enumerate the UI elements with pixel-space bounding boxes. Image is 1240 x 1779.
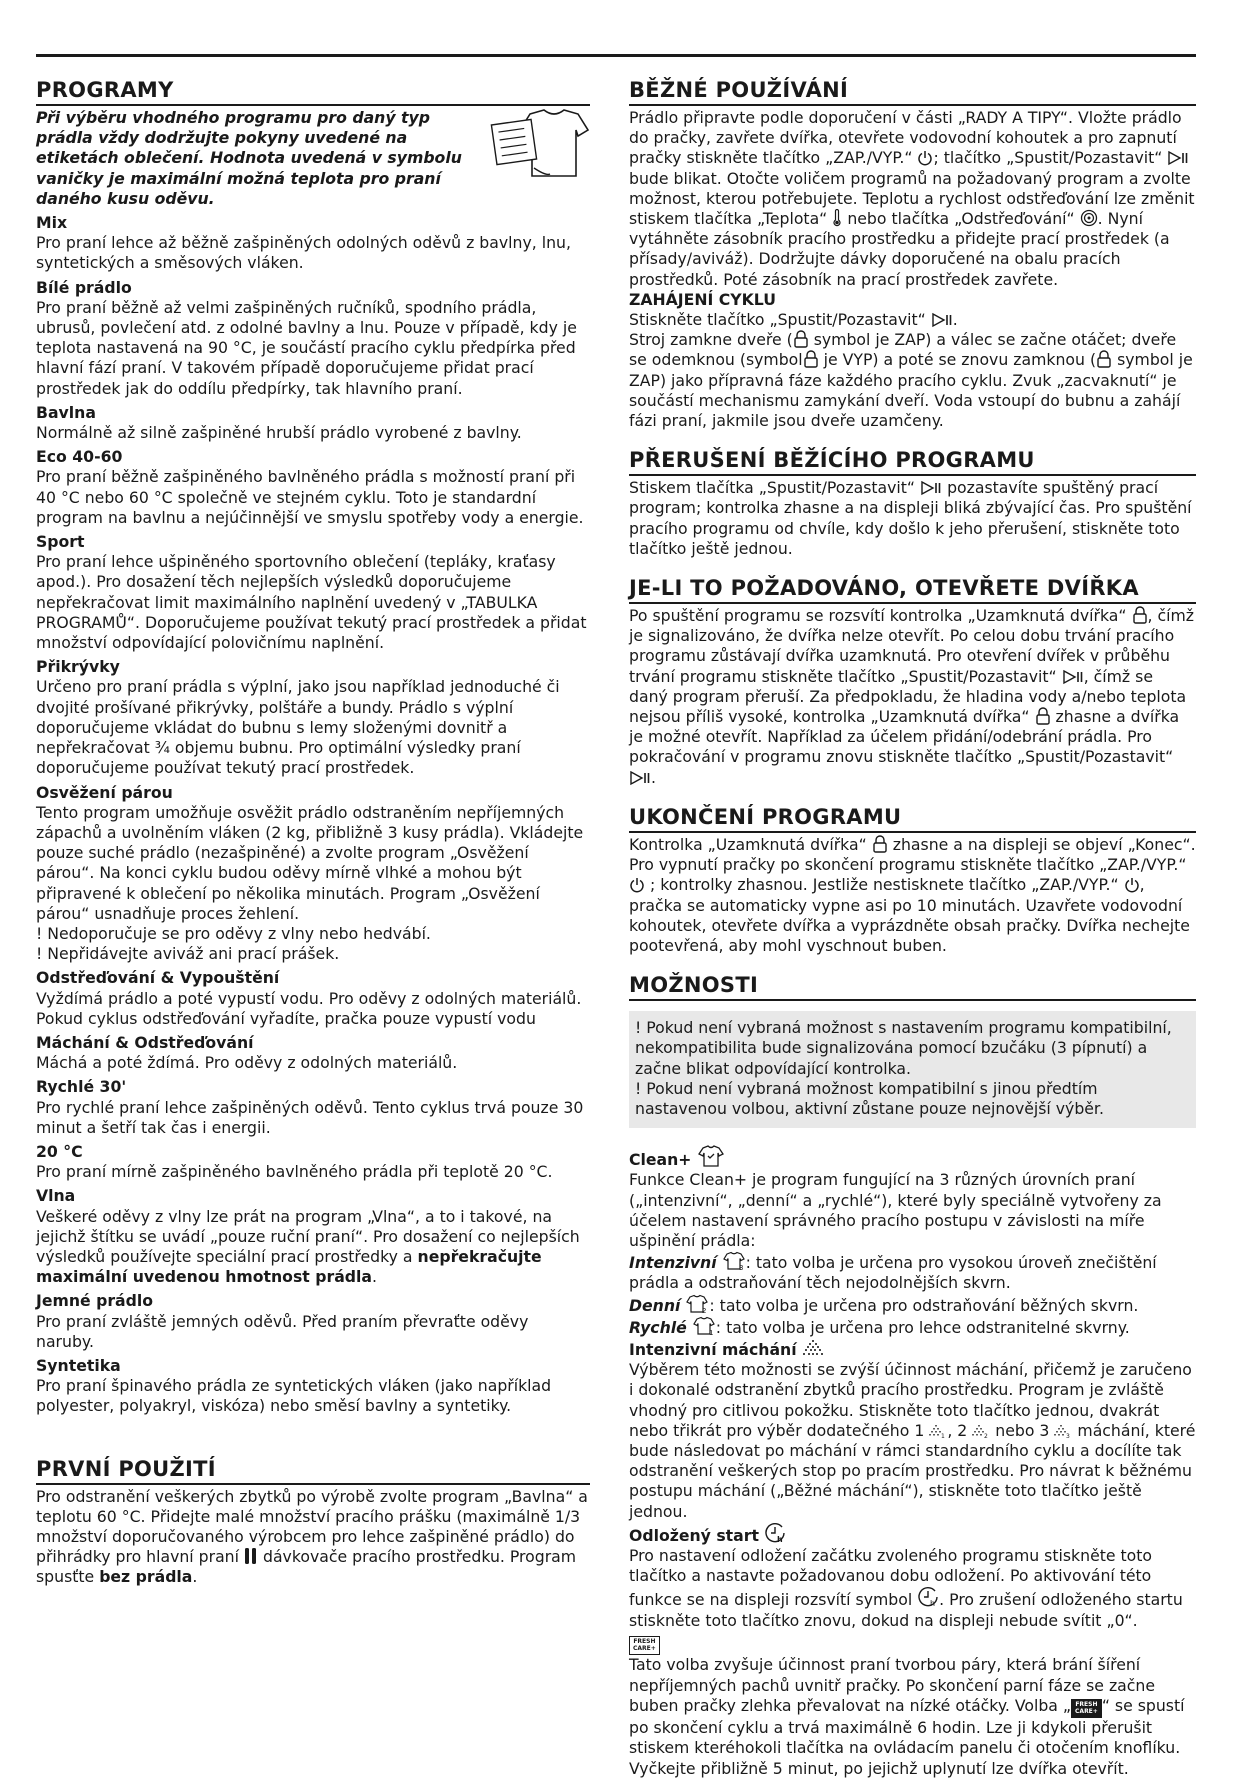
svg-text:2: 2 — [984, 1432, 989, 1439]
program-name: Syntetika — [36, 1355, 121, 1375]
door-lock-icon — [1035, 707, 1051, 725]
spin-icon — [1080, 209, 1098, 227]
clean-daily-icon — [685, 1294, 709, 1314]
prvni-pouziti-text: Pro odstranění veškerých zbytků po výrobě zvolte program „Bavlna“ a teplotu 60 °C. Přidejte malé množství pracího prášku (maximálně 1/3 množství doporučovaného výrobcem pro lehce zašpiněné prádlo) do přihrádky pro hlavní praní dávkovače pracího prostředku. Program spusťte bez prádla. — [36, 1486, 588, 1587]
start-pause-icon — [920, 480, 942, 496]
start-pause-icon — [931, 312, 953, 328]
program-desc: Pro praní zvláště jemných oděvů. Před praním převraťte oděvy naruby. — [36, 1311, 529, 1351]
delayed-start-title: Odložený start h — [629, 1522, 1196, 1546]
garment-label-icon — [490, 108, 590, 180]
door-lock-icon — [803, 350, 819, 368]
program-desc: Normálně až silně zašpiněné hrubší prádlo vyrobené z bavlny. — [36, 423, 522, 443]
rinse-2-icon — [972, 1423, 990, 1439]
intensive-rinse-title: Intenzivní máchání — [629, 1338, 1196, 1360]
clean-plus-title: Clean+ — [629, 1144, 1196, 1170]
intensive-rinse-text: Výběrem této možnosti se zvýší účinnost máchání, přičemž je zaručeno i dokonalé odstranění zbytků pracího prostředku. Program je zvláště vhodný pro citlivou pokožku. Stiskněte toto tlačítko jednou, dvakrát nebo třikrát pro výběr dodatečného 1 1 , 2 2 nebo 3 3 máchání, které bude následovat po máchání v rámci standardního cyklu a docílíte tak odstranění veškerých stop po pracím prostředku. Pro návrat k běžnému postupu máchání („Běžné máchání“), stiskněte toto tlačítko ještě jednou. — [629, 1360, 1196, 1521]
program-name: Bavlna — [36, 402, 96, 422]
rinse-3-icon — [1054, 1423, 1072, 1439]
clean-intensive-icon — [722, 1251, 746, 1271]
notice-line: ! Pokud není vybraná možnost s nastavením programu kompatibilní, nekompatibilita bude signalizována pomocí bzučáku (3 pípnutí) a začne blikat odpovídající kontrolka. — [635, 1018, 1172, 1078]
door-lock-icon — [1096, 350, 1112, 368]
svg-text:1: 1 — [941, 1432, 946, 1439]
program-name: Vlna — [36, 1186, 76, 1206]
program-desc: Pro rychlé praní lehce zašpiněných oděvů. Tento cyklus trvá pouze 30 minut a šetří tak čas i energii. — [36, 1097, 584, 1137]
program-name: Mix — [36, 213, 68, 233]
power-icon — [629, 877, 645, 893]
program-name: Odstřeďování & Vypouštění — [36, 968, 280, 988]
program-name: Rychlé 30' — [36, 1077, 127, 1097]
delayed-start-icon — [917, 1586, 939, 1608]
clean-plus-shirt-icon — [697, 1144, 725, 1168]
program-desc: Pro praní lehce až běžně zašpiněných odolných oděvů z bavlny, lnu, syntetických a směsových vláken. — [36, 233, 571, 273]
svg-text:2: 2 — [702, 1306, 707, 1314]
program-name: Bílé prádlo — [36, 277, 132, 297]
power-icon — [1124, 877, 1140, 893]
program-note: ! Nedoporučuje se pro oděvy z vlny nebo hedvábí. — [36, 923, 431, 943]
svg-text:3: 3 — [738, 1264, 744, 1272]
clean-daily: Denní 2 : tato volba je určena pro odstraňování běžných skvrn. — [629, 1295, 1139, 1315]
start-pause-icon — [1062, 669, 1084, 685]
power-icon — [917, 150, 933, 166]
program-name: Jemné prádlo — [36, 1291, 154, 1311]
dvirka-heading: JE-LI TO POŽADOVÁNO, OTEVŘETE DVÍŘKA — [629, 576, 1196, 604]
ukonceni-text: Kontrolka „Uzamknutá dvířka“ zhasne a na displeji se objeví „Konec“. Pro vypnutí pračky po skončení programu stiskněte tlačítko „ZAP./VYP.“ ; kontrolky zhasnou. Jestliže nestisknete tlačítko „ZAP./VYP.“ , pračka se automaticky vypne asi po 10 minutách. Uzavřete vodovodní kohoutek, otevřete dvířka a vyprázdněte obsah pračky. Dvířka nechejte pootevřená, aby mohl vyschnout buben. — [629, 834, 1196, 955]
dvirka-text: Po spuštění programu se rozsvítí kontrolka „Uzamknutá dvířka“ , čímž je signalizováno, že dvířka nelze otevřít. Po celou dobu trvání pracího programu zůstávají dvířka uzamknutá. Pro otevření dvířek v průběhu trvání programu stiskněte tlačítko „Spustit/Pozastavit“ , čímž se daný program přeruší. Za předpokladu, že hladina vody a/nebo teplota nejsou příliš vysoké, kontrolka „Uzamknutá dvířka“ zhasne a dvířka je možné otevřít. Například za účelem přidání/odebrání prádla. Pro pokračování v programu znovu stiskněte tlačítko „Spustit/Pozastavit“ . — [629, 606, 1195, 787]
program-name: Sport — [36, 532, 85, 552]
program-desc: Tento program umožňuje osvěžit prádlo odstraněním nepříjemných zápachů a uvolněním vláken (2 kg, přibližně 3 kusy prádla). Vkládejte pouze suché prádlo (nezašpiněné) a zvolte program „Osvěžení párou“. Na konci cyklu budou oděvy mírně vlhké a mohou být připravené k oblečení po několika minutách. Program „Osvěžení párou“ usnadňuje proces žehlení. — [36, 802, 584, 923]
preruseni-heading: PŘERUŠENÍ BĚŽÍCÍHO PROGRAMU — [629, 448, 1196, 476]
svg-text:1: 1 — [708, 1328, 714, 1336]
compatibility-notice — [629, 1011, 1196, 1128]
program-desc: Vyždímá prádlo a poté vypustí vodu. Pro oděvy z odolných materiálů. Pokud cyklus odstřeďování vyřadíte, pračka pouze vypustí vodu — [36, 988, 582, 1028]
program-desc: Máchá a poté ždímá. Pro oděvy z odolných materiálů. — [36, 1053, 458, 1073]
right-column — [629, 78, 1196, 1779]
fresh-care-badge-row — [629, 1635, 1196, 1656]
door-lock-icon — [1132, 606, 1148, 624]
delayed-start-text: Pro nastavení odložení začátku zvoleného programu stiskněte toto tlačítko a nastavte požadovanou dobu odložení. Po aktivování této funkce se na displeji rozsvítí symbol h . Pro zrušení odloženého startu stiskněte toto tlačítko znovu, dokud na displeji nebude svítit „0“. — [629, 1545, 1183, 1630]
preruseni-text: Stiskem tlačítka „Spustit/Pozastavit“ pozastavíte spuštěný prací program; kontrolka zhasne a na displeji bliká zbývající čas. Pro spuštění pracího programu od chvíle, kdy došlo k jeho přerušení, stiskněte toto tlačítko ještě jednou. — [629, 478, 1192, 558]
programy-heading: PROGRAMY — [36, 78, 590, 106]
temperature-icon — [832, 209, 842, 227]
prvni-pouziti-heading: PRVNÍ POUŽITÍ — [36, 1457, 590, 1485]
program-desc: Pro praní lehce ušpiněného sportovního oblečení (tepláky, kraťasy apod.). Pro dosažení těch nejlepších výsledků doporučujeme nepřekračovat limit maximálního naplnění uvedený v „TABULKA PROGRAMŮ“. Doporučujeme používat tekutý prací prostředek a přidat množství odpovídající polovičnímu naplnění. — [36, 552, 587, 653]
notice-line: ! Pokud není vybraná možnost kompatibilní s jinou předtím nastavenou volbou, aktivní zůstane pouze nejnovější výběr. — [635, 1078, 1104, 1118]
bezne-text: Prádlo připravte podle doporučení v části „RADY A TIPY“. Vložte prádlo do pračky, zavřete dvířka, otevřete vodovodní kohoutek a pro zapnutí pračky stiskněte tlačítko „ZAP./VYP.“ ; tlačítko „Spustit/Pozastavit“ bude blikat. Otočte voličem programů na požadovaný program a zvolte možnost, kterou potřebujete. Teplotu a rychlost odstřeďování lze změnit stiskem tlačítka „Teplota“ nebo tlačítka „Odstřeďování“ . Nyní vytáhněte zásobník pracího prostředku a přidejte prací prostředek (a přísady/aviváž). Dodržujte dávky doporučené na obalu pracích prostředků. Poté zásobník na prací prostředek zavřete. — [629, 108, 1195, 289]
left-column — [36, 78, 590, 1588]
program-name: 20 °C — [36, 1141, 83, 1161]
start-pause-icon — [1167, 150, 1189, 166]
clean-plus-text: Funkce Clean+ je program fungující na 3 různých úrovních praní („intenzivní“, „denní“ a „rychlé“), které byly speciálně vytvořeny za účelem nastavení správného pracího postupu v závislosti na míře ušpinění prádla: — [629, 1170, 1162, 1250]
zahajeni-subheading: ZAHÁJENÍ CYKLU — [629, 289, 776, 309]
fresh-care-icon: FRESH CARE+ — [629, 1636, 660, 1655]
svg-text:h: h — [930, 1599, 936, 1609]
svg-text:h: h — [777, 1534, 784, 1544]
programy-intro: Při výběru vhodného programu pro daný typ prádla vždy dodržujte pokyny uvedené na etiketách oblečení. Hodnota uvedená v symbolu vaničky je maximální možná teplota pro praní daného kusu oděvu. — [36, 108, 462, 208]
clean-intensive: Intenzivní 3 : tato volba je určena pro vysokou úroveň znečištění prádla a odstraňování těch nejodolnějších skvrn. — [629, 1253, 1157, 1293]
program-name: Přikrývky — [36, 657, 120, 677]
main-wash-compartment-icon — [244, 1547, 258, 1565]
program-desc: Pro praní běžně zašpiněného bavlněného prádla s možností praní při 40 °C nebo 60 °C společně ve stejném cyklu. Toto je standardní program na bavlnu a nejúčinnější ve smyslu spotřeby vody a energie. — [36, 467, 584, 527]
fresh-care-icon: FRESH CARE+ — [1071, 1699, 1102, 1718]
top-rule — [36, 54, 1196, 57]
rinse-1-icon — [929, 1423, 947, 1439]
delayed-start-icon — [764, 1522, 786, 1544]
zahajeni-text: Stiskněte tlačítko „Spustit/Pozastavit“ . Stroj zamkne dveře ( symbol je ZAP) a válec se začne otáčet; dveře se odemknou (symbol je VYP) a poté se znovu zamknou ( symbol je ZAP) jako přípravná fáze každého pracího cyklu. Zvuk „zacvaknutí“ je součástí mechanismu zamykání dveří. Voda vstoupí do bubnu a zahájí fázi praní, jakmile jsou dveře uzamčeny. — [629, 310, 1193, 431]
door-lock-icon — [793, 330, 809, 348]
program-note: ! Nepřidávejte aviváž ani prací prášek. — [36, 944, 340, 964]
fresh-care-text: Tato volba zvyšuje účinnost praní tvorbou páry, která brání šíření nepříjemných pachů uvnitř pračky. Po skončení parní fáze se začne buben pračky zlehka převalovat na nízké otáčky. Volba „ FRESH CARE+ “ se spustí po skončení cyklu a trvá maximálně 6 hodin. Lze ji kdykoli přerušit stiskem kteréhokoli tlačítka na ovládacím panelu či otočením knoflíku. Vyčkejte přibližně 5 minut, po jejichž uplynutí lze dvířka otevřít. — [629, 1655, 1185, 1778]
program-name: Eco 40-60 — [36, 447, 123, 467]
moznosti-heading: MOŽNOSTI — [629, 973, 1196, 1001]
start-pause-icon — [629, 770, 651, 786]
program-desc: Určeno pro praní prádla s výplní, jako jsou například jednoduché či dvojité prošívané přikrývky, polštáře a bundy. Prádlo s výplní doporučujeme vkládat do bubnu s lemy složenými dovnitř a nepřekračovat ¾ objemu bubnu. Pro optimální výsledky praní doporučujeme používat tekutý prací prostředek. — [36, 677, 560, 778]
bezne-heading: BĚŽNÉ POUŽÍVÁNÍ — [629, 78, 1196, 106]
program-name: Osvěžení párou — [36, 782, 173, 802]
svg-text:3: 3 — [1066, 1432, 1071, 1439]
program-desc: Pro praní špinavého prádla ze syntetických vláken (jako například polyester, polyakryl, viskóza) nebo směsí bavlny a syntetiky. — [36, 1376, 552, 1416]
program-name: Máchání & Odstřeďování — [36, 1032, 254, 1052]
ukonceni-heading: UKONČENÍ PROGRAMU — [629, 805, 1196, 833]
program-desc: Pro praní běžně až velmi zašpiněných ručníků, spodního prádla, ubrusů, povlečení atd. z odolné bavlny a lnu. Pouze v případě, kdy je teplota nastavená na 90 °C, je součástí pracího cyklu předpírka před hlavní fází praní. V takovém případě doporučujeme přidat prací prostředek jak do oddílu předpírky, tak hlavního praní. — [36, 297, 577, 398]
clean-quick-icon — [692, 1316, 716, 1336]
program-desc: Pro praní mírně zašpiněného bavlněného prádla při teplotě 20 °C. — [36, 1162, 553, 1182]
rinse-icon — [802, 1338, 824, 1358]
program-desc: Veškeré oděvy z vlny lze prát na program „Vlna“, a to i takové, na jejichž štítku se uvádí „pouze ruční praní“. Pro dosažení co nejlepších výsledků používejte speciální prací prostředky a nepřekračujte maximální uvedenou hmotnost prádla. — [36, 1206, 580, 1287]
clean-quick: Rychlé 1 : tato volba je určena pro lehce odstranitelné skvrny. — [629, 1317, 1130, 1337]
door-lock-icon — [872, 835, 888, 853]
